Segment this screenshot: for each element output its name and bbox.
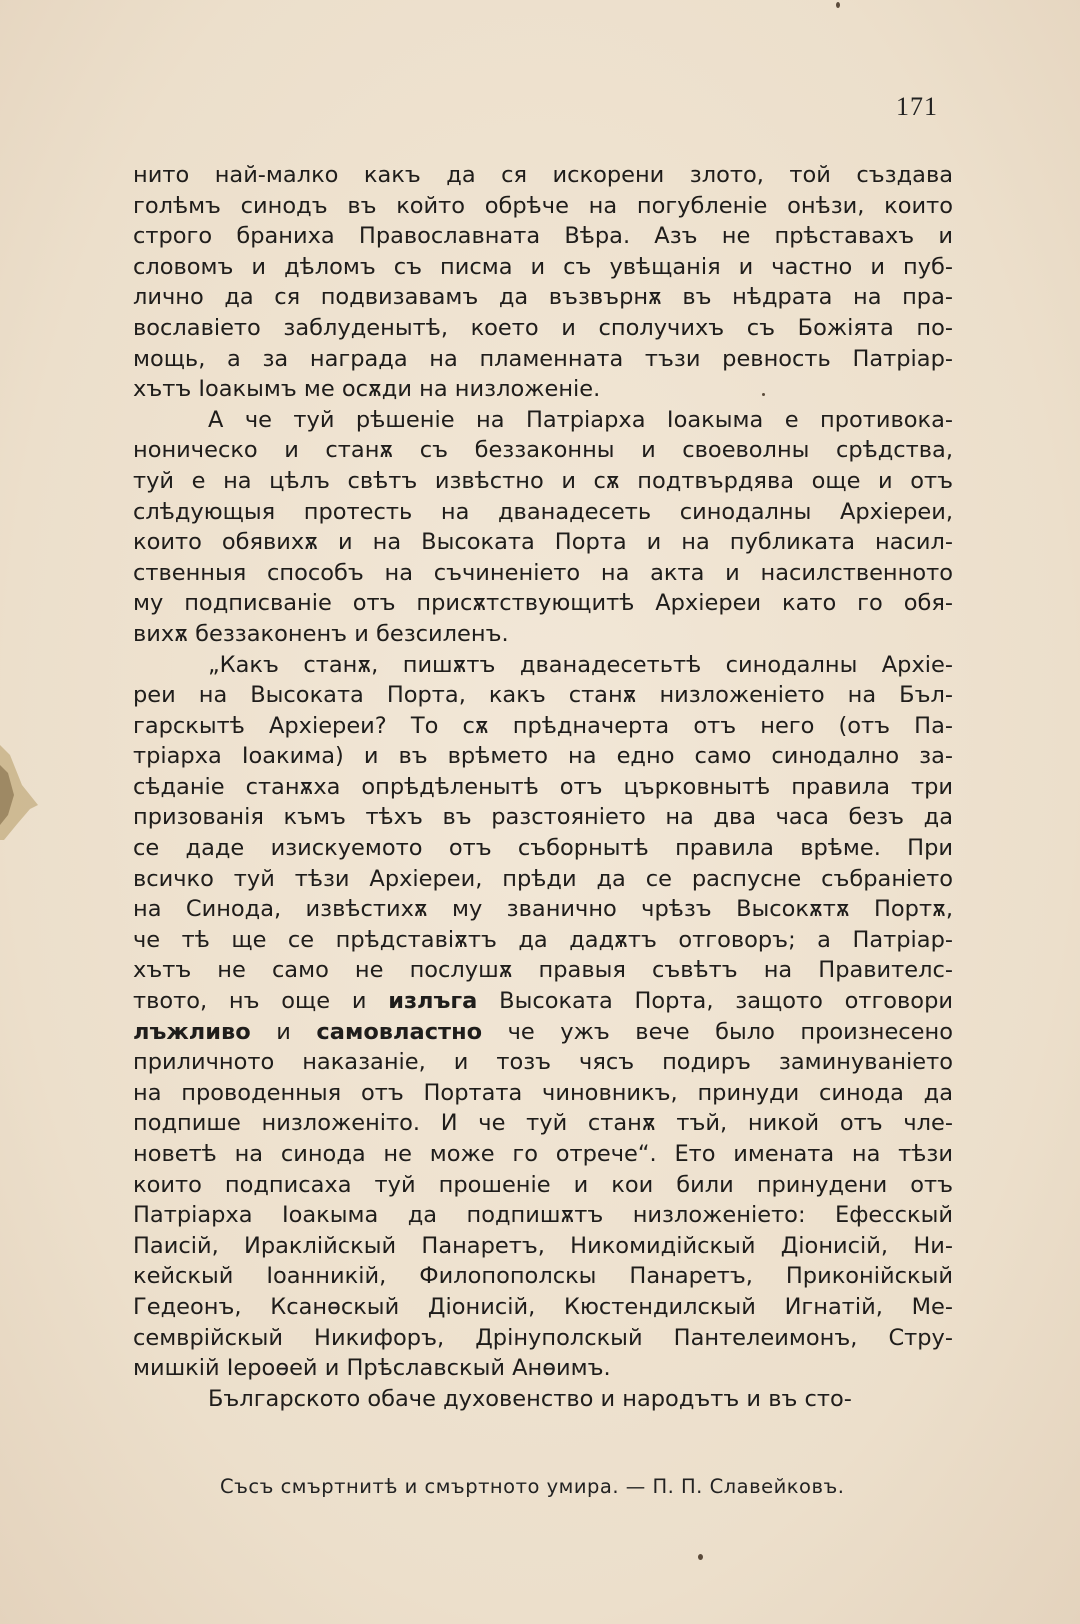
- text-line: нито най-малко какъ да ся искорени злото, той създава: [133, 162, 953, 188]
- text-line: голѣмъ синодъ въ който обрѣче на погубленіе онѣзи, които: [133, 192, 953, 219]
- text-line: ноническо и станѫ съ беззаконны и своеволны срѣдства,: [133, 437, 953, 464]
- text-line: туй е на цѣлъ свѣтъ извѣстно и сѫ подтвърдява още и отъ: [133, 467, 953, 494]
- page-edge-mark: [0, 745, 42, 840]
- text-line: новетѣ на синода не може го отрече“. Ето имената на тѣзи: [133, 1141, 953, 1167]
- text-line: призованія къмъ тѣхъ въ разстояніето на два часа безъ да: [133, 804, 953, 831]
- text-line: лъжливо и самовластно че ужъ вече было произнесено: [133, 1018, 953, 1045]
- text-line: които обявихѫ и на Высоката Порта и на публиката насил-: [133, 529, 953, 556]
- text-line: Българското обаче духовенство и народътъ и въ сто-: [208, 1385, 852, 1412]
- text-line: Паисій, Ираклійскый Панаретъ, Никомидійскый Діонисій, Ни-: [133, 1232, 953, 1259]
- text-line: гарскытѣ Архіереи? То сѫ прѣдначерта отъ него (отъ Па-: [133, 712, 953, 739]
- text-line: вихѫ беззаконенъ и безсиленъ.: [133, 620, 509, 647]
- text-line: вославіето заблуденытѣ, което и сполучихъ съ Божіята по-: [133, 314, 953, 341]
- text-line: на Синода, извѣстихѫ му званично чрѣзъ Высокѫтѫ Портѫ,: [133, 896, 953, 923]
- emphasized-word: лъжливо: [133, 1018, 251, 1045]
- text-line: слѣдующыя протесть на дванадесеть синодалны Архіереи,: [133, 498, 953, 525]
- text-line: Гедеонъ, Ксанѳскый Діонисій, Кюстендилскый Игнатій, Ме-: [133, 1293, 953, 1320]
- ink-speck: [698, 1554, 703, 1560]
- paragraph: [133, 1384, 953, 1415]
- ink-speck: [836, 2, 840, 8]
- text-line: приличното наказаніе, и тозъ чясъ подиръ заминуваніето: [133, 1049, 953, 1076]
- text-line: лично да ся подвизавамъ да възвърнѫ въ нѣдрата на пра-: [133, 284, 953, 311]
- text-line: мощь, а за награда на пламенната тъзи ревность Патріар-: [133, 345, 953, 372]
- footer-quote: Съсъ смъртнитѣ и смъртното умира. — П. П. Славейковъ.: [220, 1475, 845, 1498]
- text-line: „Какъ станѫ, пишѫтъ дванадесетьтѣ синодалны Архіе-: [208, 651, 953, 678]
- text-line: Патріарха Іоакыма да подпишѫтъ низложеніето: Ефесскый: [133, 1202, 953, 1229]
- binding-artifact-icon: [0, 745, 42, 840]
- text-line: тріарха Іоакима) и въ врѣмето на едно само синодално за-: [133, 743, 953, 770]
- text-line: твото, нъ още и излъга Высоката Порта, защото отговори: [133, 988, 953, 1015]
- body-text: [133, 160, 953, 1414]
- text-line: които подписаха туй прошеніе и кои били принудени отъ: [133, 1171, 953, 1198]
- text-line: сѣданіе станѫха опрѣдѣленытѣ отъ църковнытѣ правила три: [133, 773, 953, 800]
- paragraph: [133, 160, 953, 405]
- text-line: хътъ Іоакымъ ме осѫди на низложеніе.: [133, 376, 601, 403]
- emphasized-word: излъга: [388, 988, 478, 1015]
- text-line: се даде изискуемото отъ съборнытѣ правила врѣме. При: [133, 835, 953, 862]
- text-line: му подписваніе отъ присѫтствующитѣ Архіереи като го обя-: [133, 590, 953, 617]
- text-line: че тѣ ще се прѣдставіѫтъ да дадѫтъ отговоръ; а Патріар-: [133, 926, 953, 953]
- emphasized-word: самовластно: [316, 1018, 483, 1045]
- paragraph: [133, 650, 953, 1384]
- text-line: кейскый Іоанникій, Филопополскы Панаретъ, Приконійскый: [133, 1263, 953, 1290]
- text-line: мишкій Іероѳей и Прѣславскый Анѳимъ.: [133, 1355, 611, 1382]
- page-number: 171: [896, 92, 938, 121]
- text-line: хътъ не само не послушѫ правыя съвѣтъ на Правителс-: [133, 957, 953, 984]
- text-line: семврійскый Никифоръ, Дрінуполскый Пантелеимонъ, Стру-: [133, 1324, 953, 1351]
- ink-speck: [762, 393, 765, 396]
- text-line: подпише низложеніто. И че туй станѫ тъй, никой отъ чле-: [133, 1110, 953, 1137]
- text-line: строго браниха Православната Вѣра. Азъ не прѣставахъ и: [133, 223, 953, 250]
- paragraph: [133, 405, 953, 650]
- text-line: реи на Высоката Порта, какъ станѫ низложеніето на Бъл-: [133, 682, 953, 709]
- text-line: А че туй рѣшеніе на Патріарха Іоакыма е противока-: [208, 406, 953, 433]
- text-line: словомъ и дѣломъ съ писма и съ увѣщанія и частно и пуб-: [133, 253, 953, 280]
- text-line: на проводенныя отъ Портата чиновникъ, принуди синода да: [133, 1079, 953, 1106]
- text-line: ственныя способъ на съчиненіето на акта и насилственното: [133, 559, 953, 586]
- text-line: всичко туй тѣзи Архіереи, прѣди да се распусне събраніето: [133, 865, 953, 892]
